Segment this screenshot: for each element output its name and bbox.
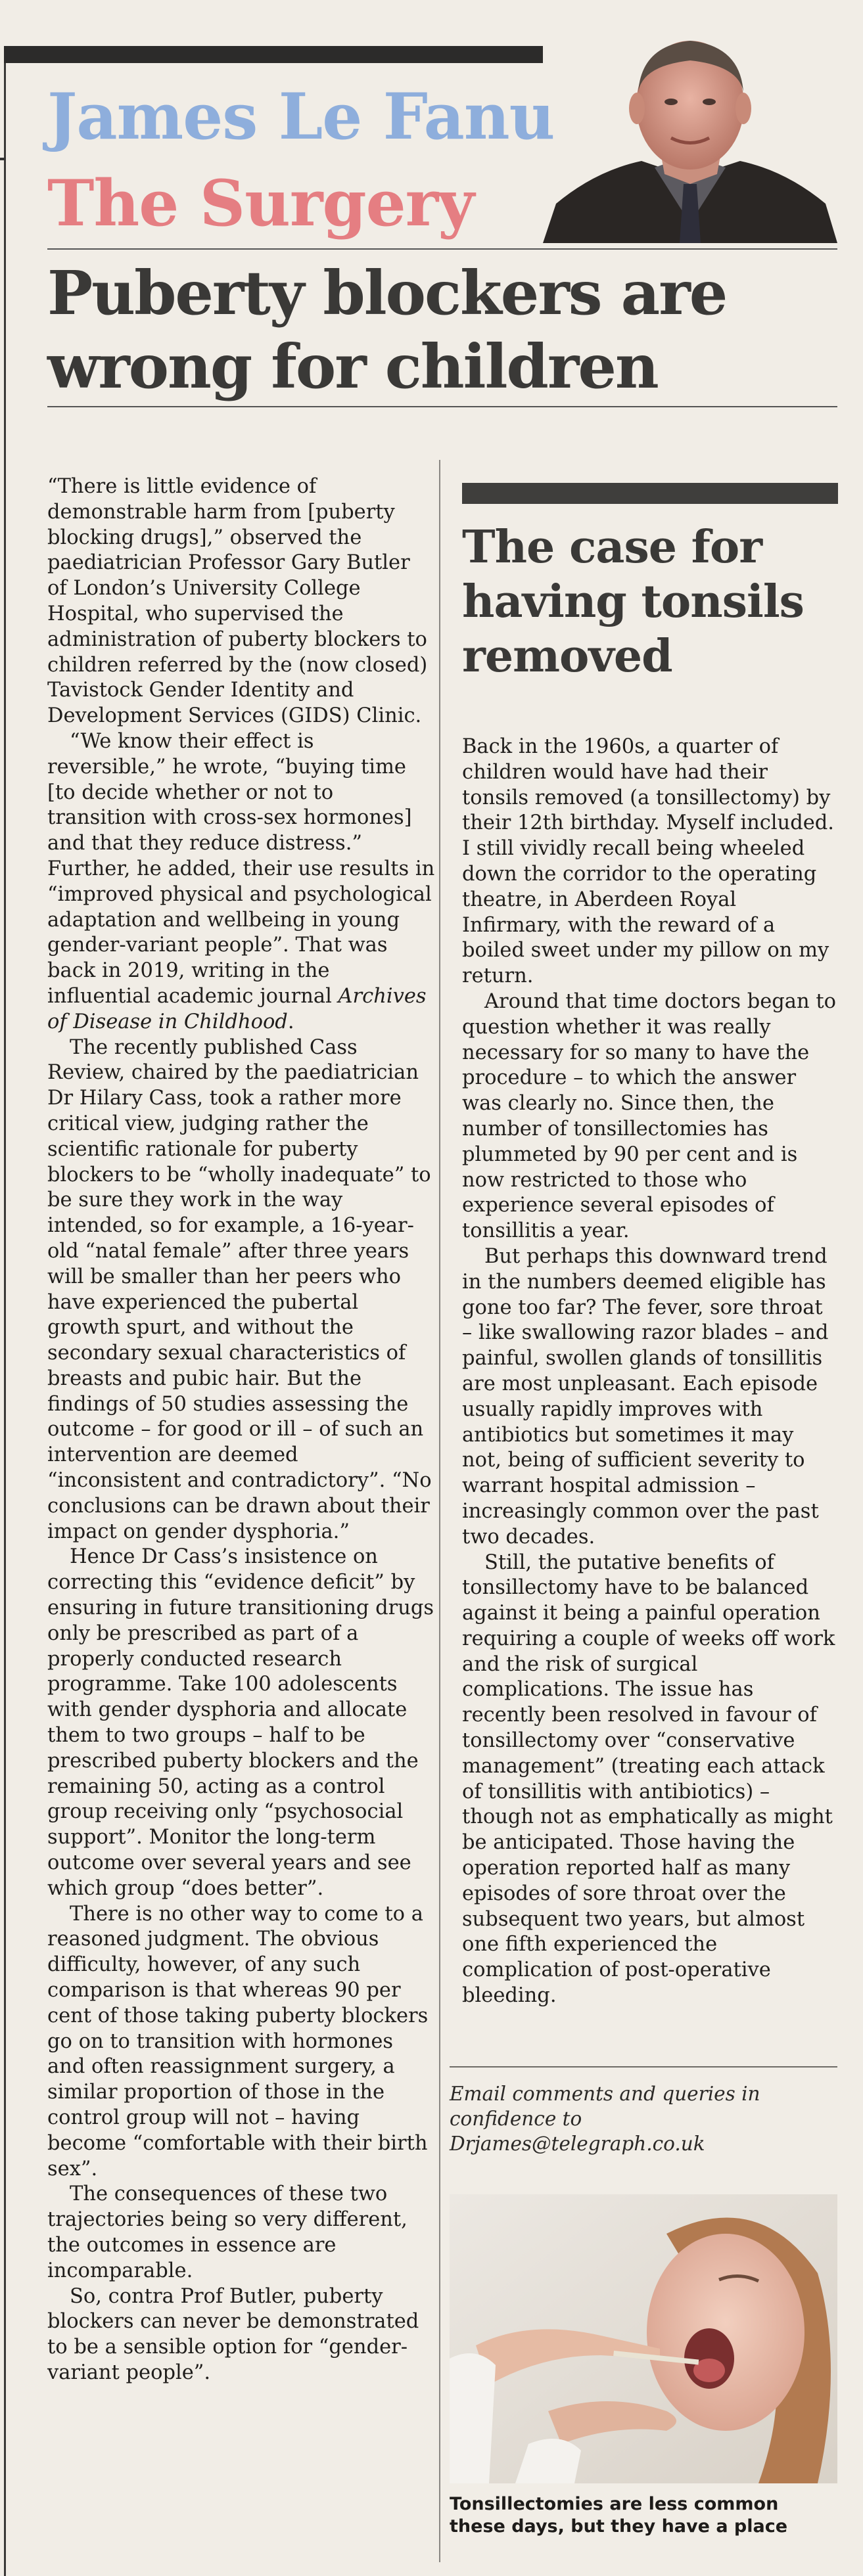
divider [47,406,837,407]
journal-name: Archives of Disease in Childhood [47,984,427,1033]
article-paragraph-text: “We know their effect is reversible,” he wrote, “buying time [to decide whether or not to transition with cross-sex hormones] and that they reduce distress.” Further, he added, their use results in “improved physical and psychological adaptation and wellbeing in young gender-variant people”. That was back in 2019, writing in the influential academic journal [47,729,435,1008]
journal-end: . [287,1010,294,1033]
photo-caption: Tonsillectomies are less common these days, but they have a place [450,2494,788,2537]
main-article-body [47,474,435,2386]
article-paragraph: The consequences of these two trajectories being so very different, the outcomes in essence are incomparable. [47,2182,408,2282]
headline-line-2: wrong for children [47,331,658,402]
author-byline: James Le Fanu [47,79,555,154]
headline [47,256,829,403]
sidebar-paragraph: Still, the putative benefits of tonsillectomy have to be balanced against it being a painful operation requiring a couple of weeks off work and the risk of surgical complications. The issue has recently been resolved in favour of tonsillectomy over “conservative management” (treating each attack of tonsillitis with antibiotics) – though not as emphatically as might be anticipated. Those having the operation reported half as many episodes of sore throat over the subsequent two years, but almost one fifth experienced the complication of post-operative bleeding. [462,1550,835,2008]
sidebar-paragraph: But perhaps this downward trend in the numbers deemed eligible has gone too far? The fever, sore throat – like swallowing razor blades – and painful, swollen glands of tonsillitis are most unpleasant. Each episode usually rapidly improves with antibiotics but sometimes it may not, being of sufficient severity to warrant hospital admission – increasingly common over the past two decades. [462,1244,829,1548]
sidebar-paragraph: Around that time doctors began to question whether it was really necessary for so many to have the procedure – to which the answer was clearly no. Since then, the number of tonsillectomies has plummeted by 90 per cent and is now restricted to those who experience several episodes of tonsillitis a year. [462,989,836,1243]
sidebar-title: The case for having tonsils removed [462,521,804,683]
email-note: Email comments and queries in confidence to Drjames@telegraph.co.uk [450,2083,760,2155]
article-paragraph: So, contra Prof Butler, puberty blockers can never be demonstrated to be a sensible option for “gender-variant people”. [47,2284,419,2384]
divider [450,2066,837,2068]
article-paragraph: There is no other way to come to a reasoned judgment. The obvious difficulty, however, of any such comparison is that whereas 90 per cent of those taking puberty blockers go on to transition with hormones and often reassignment surgery, a similar proportion of those in the control group will not – having become “comfortable with their birth sex”. [47,1902,429,2181]
article-paragraph: The recently published Cass Review, chaired by the paediatrician Dr Hilary Cass, took a rather more critical view, judging rather the scientific rationale for puberty blockers to be “wholly inadequate” to be sure they work in the way intended, so for example, a 16-year-old “natal female” after three years will be smaller than her peers who have experienced the pubertal growth spurt, and without the secondary sexual characteristics of breasts and pubic hair. But the findings of 50 studies assessing the outcome – for good or ill – of such an intervention are deemed “inconsistent and contradictory”. “No conclusions can be drawn about their impact on gender dysphoria.” [47,1035,432,1543]
page-edge-rule [4,63,6,2576]
article-paragraph: Hence Dr Cass’s insistence on correcting this “evidence deficit” by ensuring in future transitioning drugs only be prescribed as part of a properly conducted research programme. Take 100 adolescents with gender dysphoria and allocate them to two groups – half to be prescribed puberty blockers and the remaining 50, acting as a control group receiving only “psychosocial support”. Monitor the long-term outcome over several years and see which group “does better”. [47,1545,434,1900]
headline-line-1: Puberty blockers are [47,258,727,328]
sidebar-bar [462,483,838,504]
article-paragraph: “There is little evidence of demonstrable harm from [puberty blocking drugs],” observed the paediatrician Professor Gary Butler of London’s University College Hospital, who supervised the administration of puberty blockers to children referred by the (now closed) Tavistock Gender Identity and Development Services (GIDS) Clinic. [47,475,428,728]
author-photo [543,26,837,243]
tonsil-exam-photo [450,2194,837,2483]
article-paragraph [47,729,435,1035]
divider [47,248,837,250]
sidebar-paragraph: Back in the 1960s, a quarter of children would have had their tonsils removed (a tonsillectomy) by their 12th birthday. Myself included. I still vividly recall being wheeled down the corridor to the operating theatre, in Aberdeen Royal Infirmary, with the reward of a boiled sweet under my pillow on my return. [462,735,834,988]
edge-mark [0,158,5,160]
column-name: The Surgery [47,166,474,240]
sidebar-body [462,734,838,2009]
column-divider [439,460,440,2562]
